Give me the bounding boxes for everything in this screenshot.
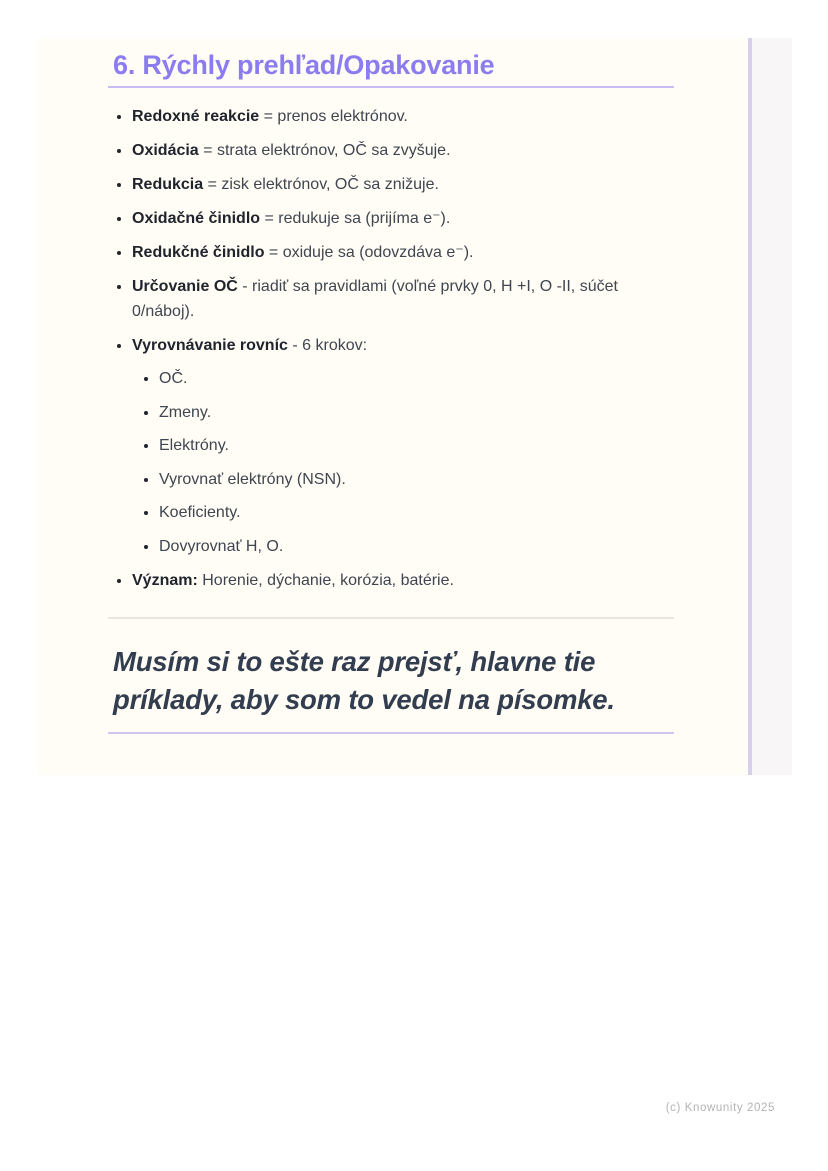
list-item-text: - 6 krokov: bbox=[287, 336, 368, 354]
list-item bbox=[132, 173, 674, 198]
sub-list-item: • Elektróny. bbox=[159, 434, 674, 459]
bold-term: Oxidačné činidlo bbox=[132, 210, 261, 227]
bold-term: Vyrovnávanie rovníc bbox=[132, 336, 288, 354]
list-item-text: - riadiť sa pravidlami (voľné prvky 0, H +I, O -II, súčet 0/náboj). bbox=[132, 278, 618, 320]
bold-term: Význam: bbox=[132, 571, 198, 589]
page-content bbox=[108, 48, 674, 734]
list-item bbox=[132, 207, 674, 232]
bold-term: Oxidácia bbox=[132, 142, 199, 159]
quote-divider bbox=[108, 732, 674, 734]
sub-list-item: • Vyrovnať elektróny (NSN). bbox=[159, 468, 674, 493]
list-item bbox=[132, 105, 674, 130]
list-item-text: = redukuje sa (prijíma e⁻). bbox=[260, 210, 451, 227]
list-item-text: = oxiduje sa (odovzdáva e⁻). bbox=[264, 244, 474, 261]
sub-list-item: • OČ. bbox=[159, 367, 674, 392]
quote-text: Musím si to ešte raz prejsť, hlavne tie príklady, aby som to vedel na písomke. bbox=[113, 646, 615, 715]
bold-term: Redukcia bbox=[132, 176, 204, 193]
sub-bullet-list bbox=[132, 367, 674, 559]
bold-term: Redukčné činidlo bbox=[132, 244, 265, 261]
sub-list-item: • Zmeny. bbox=[159, 401, 674, 426]
list-item-text: = prenos elektrónov. bbox=[259, 108, 408, 125]
sub-list-item: • Dovyrovnať H, O. bbox=[159, 535, 674, 560]
list-item-text: = zisk elektrónov, OČ sa znižuje. bbox=[203, 176, 439, 193]
list-item-text: = strata elektrónov, OČ sa zvyšuje. bbox=[198, 142, 451, 159]
list-item bbox=[132, 139, 674, 164]
notes-page-card bbox=[38, 38, 792, 775]
page-edge-strip bbox=[752, 38, 792, 775]
title-divider bbox=[108, 86, 674, 88]
list-item bbox=[132, 241, 674, 266]
sub-list-item: • Koeficienty. bbox=[159, 501, 674, 526]
bullet-list bbox=[108, 105, 674, 593]
list-item bbox=[132, 275, 674, 324]
list-item bbox=[132, 334, 674, 560]
page-title: 6. Rýchly prehľad/Opakovanie bbox=[113, 50, 495, 80]
list-item-text: Horenie, dýchanie, korózia, batérie. bbox=[197, 571, 454, 589]
footer-copyright: (c) Knowunity 2025 bbox=[665, 1102, 775, 1114]
bold-term: Určovanie OČ bbox=[132, 278, 238, 295]
list-item bbox=[132, 569, 674, 594]
section-divider bbox=[108, 617, 674, 619]
page-edge-divider-line bbox=[748, 38, 752, 775]
bold-term: Redoxné reakcie bbox=[132, 108, 260, 125]
